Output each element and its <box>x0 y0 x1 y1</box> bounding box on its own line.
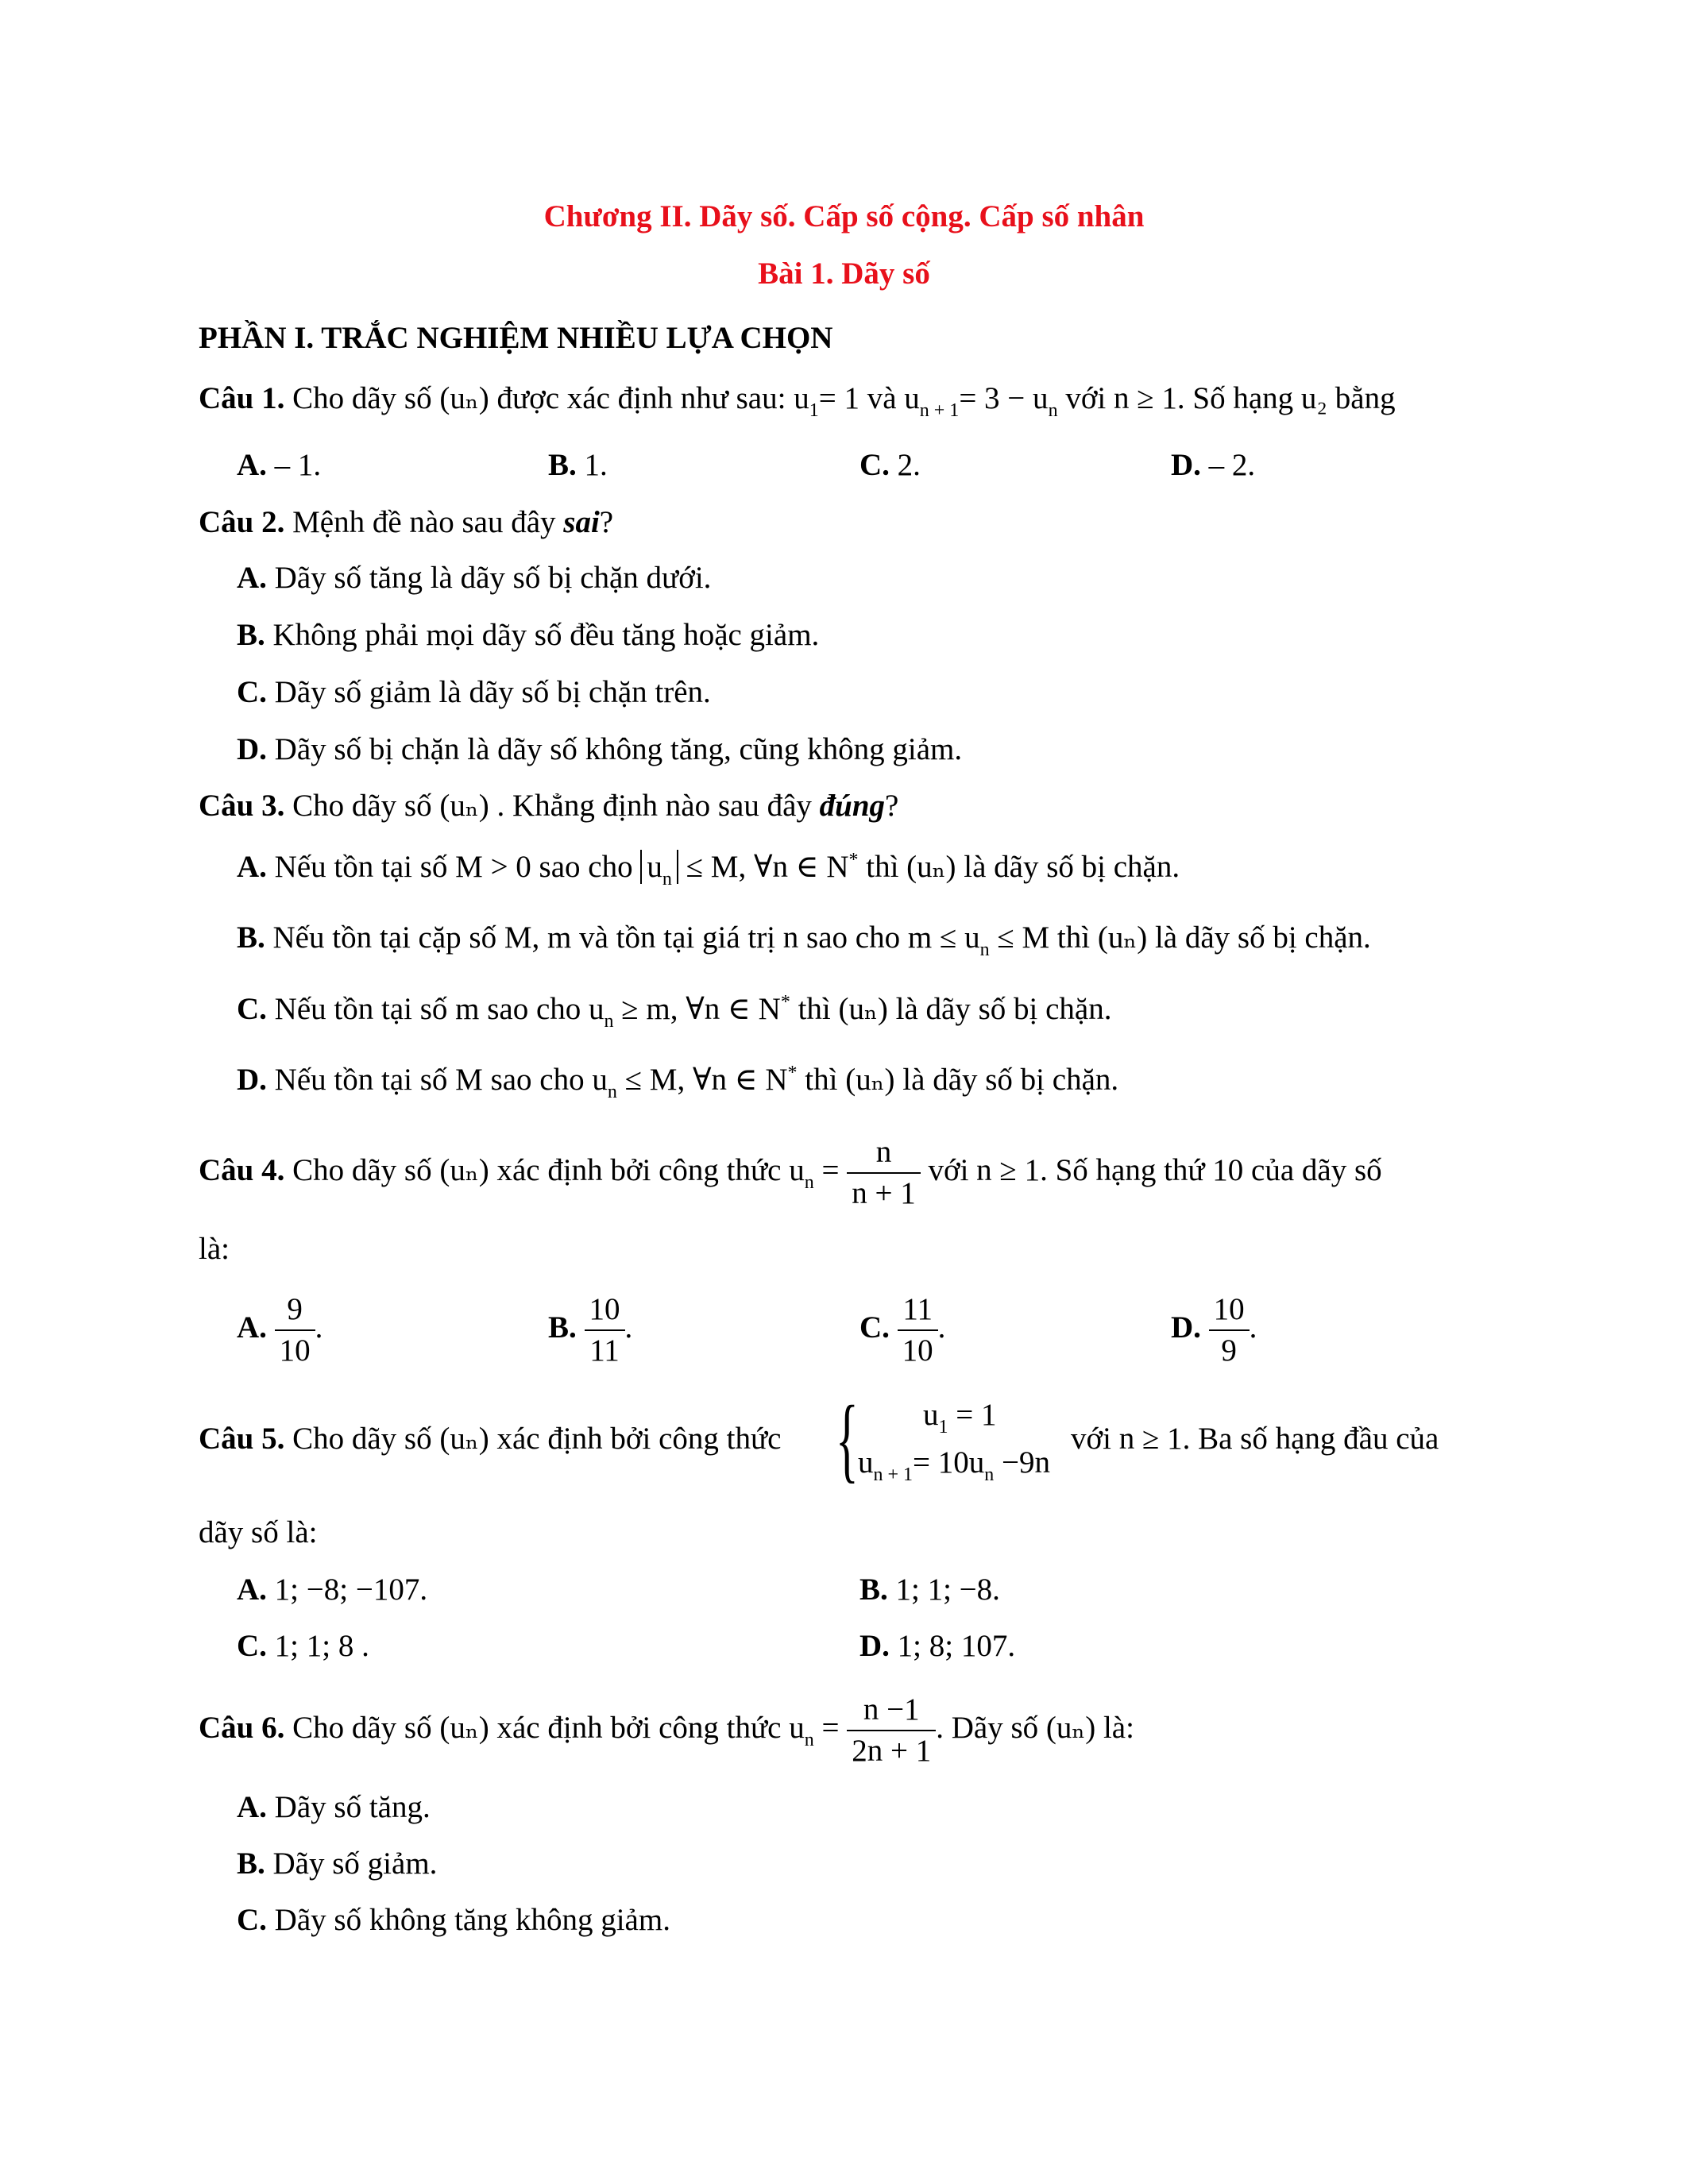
abs-value: $u_n$ <box>640 850 678 884</box>
question-6: Câu 6. Cho dãy số (uₙ) xác định bởi công thức $u_n$ = $\frac{n -1}{2n + 1}$ . Dãy số (uₙ) là: <box>199 1688 1134 1772</box>
chapter-title: Chương II. Dãy số. Cấp số cộng. Cấp số nhân <box>543 199 1145 233</box>
question-2: Câu 2. Mệnh đề nào sau đây sai? <box>199 505 614 539</box>
q3-option-b: B. Nếu tồn tại cặp số M, m và tồn tại giá trị n sao cho $m \le u_n \le M$ thì (uₙ) là dãy số bị chặn. <box>237 920 1371 960</box>
system-row-2: $u_{n + 1}= 10u_n -9n$ <box>858 1445 1051 1485</box>
system-brace: { <box>836 1386 859 1491</box>
q3-option-a: A. Nếu tồn tại số M > 0 sao cho $u_n \le M$, ∀n ∈ N* thì (uₙ) là dãy số bị chặn. <box>237 850 1180 889</box>
lesson-title: Bài 1. Dãy số <box>758 257 930 291</box>
q6-option-c: C. Dãy số không tăng không giảm. <box>237 1903 670 1937</box>
fraction: $\frac{n}{n + 1}$ <box>847 1133 921 1214</box>
question-1: Câu 1. Cho dãy số (uₙ) được xác định như sau: $u_1= 1$ và $u_{n + 1}= 3 - u_n$ với n ≥ 1. Số hạng u₂ bằng <box>199 381 1396 421</box>
question-3: Câu 3. Cho dãy số (uₙ) . Khẳng định nào sau đây đúng? <box>199 789 899 823</box>
q4-option-a: A. $\frac{9}{10}$ . <box>237 1288 323 1371</box>
q3-option-d: D. Nếu tồn tại số M sao cho $u_n \le M$, ∀n ∈ N* thì (uₙ) là dãy số bị chặn. <box>237 1063 1119 1102</box>
q5-option-c: C. 1; 1; 8 . <box>237 1629 369 1663</box>
q2-option-a: A. Dãy số tăng là dãy số bị chặn dưới. <box>237 561 712 595</box>
q1-option-d: D. – 2. <box>1171 448 1256 482</box>
q5-option-a: A. 1; −8; −107. <box>237 1572 428 1607</box>
q4-option-b: B. $\frac{10}{11}$ . <box>548 1288 632 1371</box>
system-row-1: $u_1 = 1$ <box>923 1398 997 1437</box>
question-4: Câu 4. Cho dãy số (uₙ) xác định bởi công thức $u_n$ = $\frac{n}{n + 1}$ với n ≥ 1. Số hạng thứ 10 của dãy số <box>199 1131 1382 1214</box>
fraction: $\frac{n -1}{2n + 1}$ <box>847 1690 936 1771</box>
question-4-continued: là: <box>199 1232 230 1266</box>
q2-option-d: D. Dãy số bị chặn là dãy số không tăng, cũng không giảm. <box>237 732 963 766</box>
question-5: Câu 5. Cho dãy số (uₙ) xác định bởi công thức <box>199 1422 782 1456</box>
q6-option-b: B. Dãy số giảm. <box>237 1846 438 1881</box>
q1-option-b: B. 1. <box>548 448 608 482</box>
q4-option-c: C. $\frac{11}{10}$ . <box>859 1288 945 1371</box>
q4-option-d: D. $\frac{10}{9}$ . <box>1171 1288 1257 1371</box>
q3-option-c: C. Nếu tồn tại số m sao cho $u_n \ge m$, ∀n ∈ N* thì (uₙ) là dãy số bị chặn. <box>237 992 1112 1032</box>
q1-option-c: C. 2. <box>859 448 921 482</box>
question-5-tail: với n ≥ 1. Ba số hạng đầu của <box>1071 1422 1439 1456</box>
section-heading: PHẦN I. TRẮC NGHIỆM NHIỀU LỰA CHỌN <box>199 321 833 355</box>
q6-option-a: A. Dãy số tăng. <box>237 1790 431 1824</box>
question-5-continued: dãy số là: <box>199 1515 318 1549</box>
q1-option-a: A. – 1. <box>237 448 322 482</box>
q2-option-c: C. Dãy số giảm là dãy số bị chặn trên. <box>237 675 711 709</box>
q5-option-d: D. 1; 8; 107. <box>859 1629 1016 1663</box>
q5-option-b: B. 1; 1; −8. <box>859 1572 1000 1607</box>
q2-option-b: B. Không phải mọi dãy số đều tăng hoặc giảm. <box>237 618 820 652</box>
